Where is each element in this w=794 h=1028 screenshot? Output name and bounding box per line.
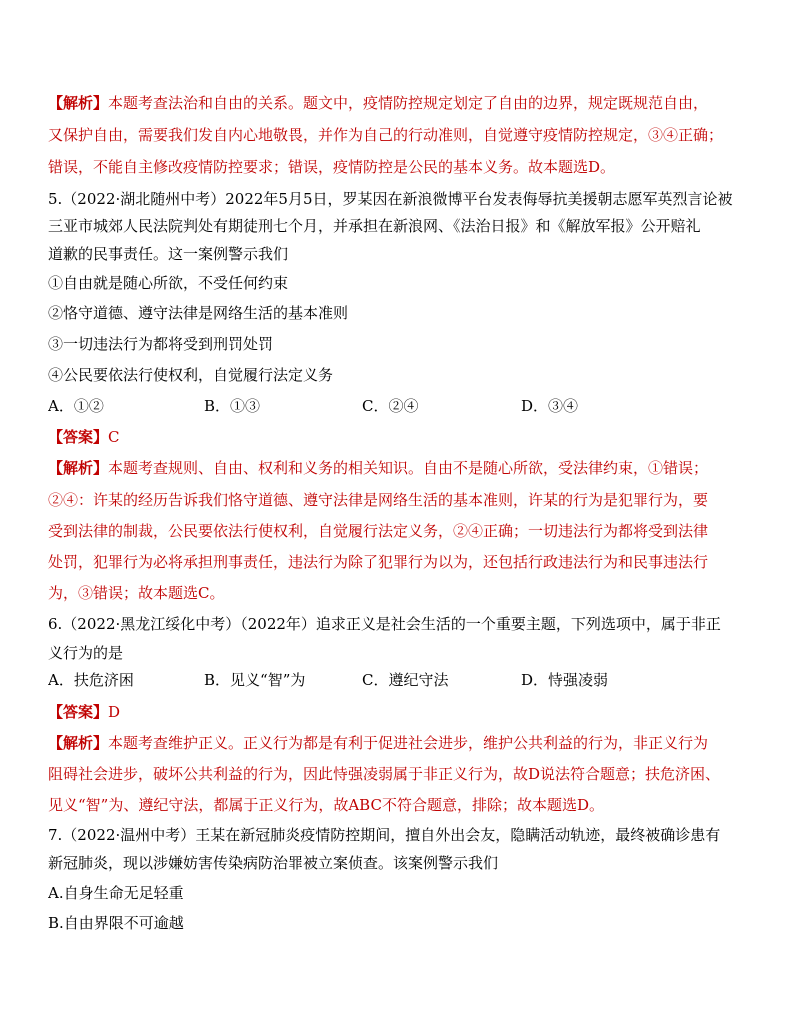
q6-explanation-line-1: 【解析】本题考查维护正义。正义行为都是有利于促进社会进步，维护公共利益的行为，非正义行为: [48, 734, 709, 752]
q5-explanation-line-4: 处罚，犯罪行为必将承担刑事责任，违法行为除了犯罪行为以为，还包括行政违法行为和民事违法行: [48, 553, 709, 571]
q4-explanation-line-2: 又保护自由，需要我们发自内心地敬畏，并作为自己的行动准则，自觉遵守疫情防控规定，③④正确；: [48, 126, 724, 144]
q7-stem-line-1: 7.（2022·温州中考）王某在新冠肺炎疫情防控期间，擅自外出会友，隐瞒活动轨迹，最终被确诊患有: [48, 826, 721, 844]
q5-statement-4: ④公民要依法行使权利，自觉履行法定义务: [48, 366, 334, 384]
q6-explanation-line-2: 阻碍社会进步，破坏公共利益的行为，因此恃强凌弱属于非正义行为，故D说法符合题意；扶危济困、: [48, 765, 721, 783]
q7-statement-a: A.自身生命无足轻重: [48, 884, 184, 902]
q6-explanation-line-3: 见义“智”为、遵纪守法，都属于正义行为，故ABC不符合题意，排除；故本题选D。: [48, 796, 604, 814]
q7-statement-b: B.自由界限不可逾越: [48, 914, 184, 932]
q5-stem-line-1: 5.（2022·湖北随州中考）2022年5月5日，罗某因在新浪微博平台发表侮辱抗美援朝志愿军英烈言论被: [48, 190, 733, 208]
q6-answer-value: D: [108, 703, 121, 721]
q5-explanation-line-2: ②④：许某的经历告诉我们恪守道德、遵守法律是网络生活的基本准则，许某的行为是犯罪行为，要: [48, 491, 709, 509]
q4-explanation-tag: 【解析】: [48, 94, 109, 112]
q5-statement-3: ③一切违法行为都将受到刑罚处罚: [48, 335, 274, 353]
q6-explanation-tag: 【解析】: [48, 734, 109, 752]
q5-stem-line-3: 道歉的民事责任。这一案例警示我们: [48, 245, 289, 263]
q6-stem-line-2: 义行为的是: [48, 644, 124, 662]
q5-explanation-line-5: 为，③错误；故本题选C。: [48, 584, 225, 602]
q5-answer: [48, 427, 758, 447]
q6-option-a: A．扶危济困: [48, 671, 134, 689]
q5-statement-2: ②恪守道德、遵守法律是网络生活的基本准则: [48, 304, 349, 322]
q7-stem-line-2: 新冠肺炎，现以涉嫌妨害传染病防治罪被立案侦查。该案例警示我们: [48, 854, 499, 872]
q5-option-c: C．②④: [362, 397, 419, 415]
q5-explanation-tag: 【解析】: [48, 459, 109, 477]
q6-answer-tag: 【答案】: [48, 703, 109, 721]
q5-option-d: D．③④: [521, 397, 579, 415]
q6-option-b: B．见义“智”为: [204, 671, 306, 689]
q6-stem-line-1: 6.（2022·黑龙江绥化中考）（2022年）追求正义是社会生活的一个重要主题，下列选项中，属于非正: [48, 615, 721, 633]
q6-option-c: C．遵纪守法: [362, 671, 449, 689]
q6-option-d: D．恃强凌弱: [521, 671, 609, 689]
q5-stem-line-2: 三亚市城郊人民法院判处有期徒刑七个月，并承担在新浪网、《法治日报》和《解放军报》公开赔礼: [48, 217, 701, 235]
q6-options-row: [48, 670, 758, 692]
q6-answer: [48, 702, 758, 722]
q5-answer-value: C: [108, 428, 120, 446]
q5-statement-1: ①自由就是随心所欲，不受任何约束: [48, 274, 289, 292]
q5-options-row: [48, 396, 758, 418]
q4-explanation-line-1: 【解析】本题考查法治和自由的关系。题文中，疫情防控规定划定了自由的边界，规定既规范自由，: [48, 94, 709, 112]
q5-option-a: A．①②: [48, 397, 104, 415]
q5-answer-tag: 【答案】: [48, 428, 109, 446]
q5-explanation-line-3: 受到法律的制裁，公民要依法行使权利，自觉履行法定义务，②④正确；一切违法行为都将受到法律: [48, 522, 709, 540]
q4-explanation-line-3: 错误，不能自主修改疫情防控要求；错误，疫情防控是公民的基本义务。故本题选D。: [48, 158, 616, 176]
q5-option-b: B．①③: [204, 397, 261, 415]
q5-explanation-line-1: 【解析】本题考查规则、自由、权利和义务的相关知识。自由不是随心所欲，受法律约束，①错误；: [48, 459, 709, 477]
